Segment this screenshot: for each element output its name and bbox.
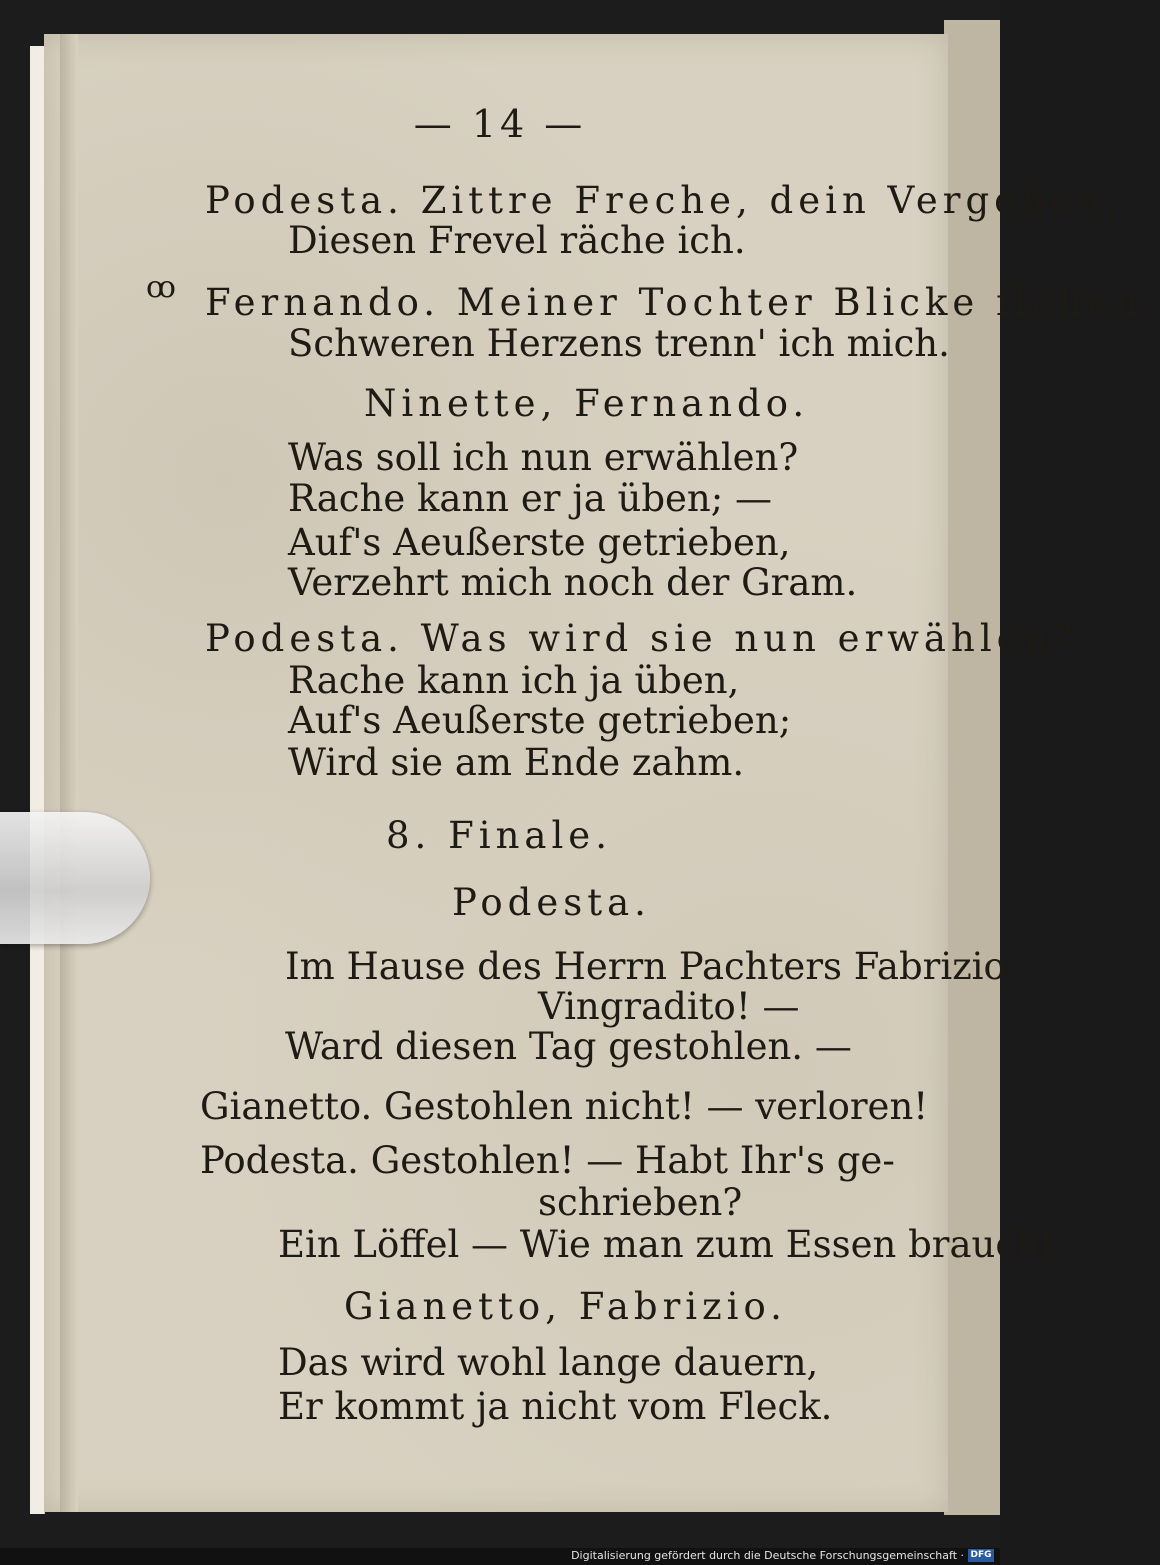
- text-line: Ein Löffel — Wie man zum Essen braucht.: [278, 1223, 1067, 1266]
- page-number: — 14 —: [413, 102, 587, 146]
- text-line: Gianetto. Gestohlen nicht! — verloren!: [200, 1085, 929, 1128]
- text-line: Ninette, Fernando.: [364, 382, 810, 425]
- margin-mark: ꝏ: [146, 270, 176, 305]
- text-line: Rache kann er ja üben; —: [288, 477, 772, 520]
- text-line: Diesen Frevel räche ich.: [288, 219, 746, 262]
- text-line: Verzehrt mich noch der Gram.: [288, 561, 858, 604]
- text-line: Ward diesen Tag gestohlen. —: [285, 1025, 852, 1068]
- page-edge-left: [30, 46, 45, 1514]
- text-line: Podesta. Zittre Freche, dein Vergehen,: [205, 179, 1123, 222]
- page-edge-right: [944, 20, 1000, 1515]
- text-line: Auf's Aeußerste getrieben;: [288, 699, 792, 742]
- text-line: Auf's Aeußerste getrieben,: [288, 521, 791, 564]
- page-gutter-shadow: [60, 34, 78, 1512]
- speaker-heading: Gianetto, Fabrizio.: [344, 1285, 787, 1328]
- text-line: Podesta. Was wird sie nun erwählen?: [205, 617, 1078, 660]
- speaker-heading: Podesta.: [452, 881, 651, 924]
- text-line: schrieben?: [538, 1181, 743, 1224]
- dfg-logo: DFG: [968, 1549, 994, 1562]
- text-line: Podesta. Gestohlen! — Habt Ihr's ge-: [200, 1139, 895, 1182]
- text-line: Er kommt ja nicht vom Fleck.: [278, 1385, 833, 1428]
- page-clip: [0, 812, 150, 944]
- text-line: Was soll ich nun erwählen?: [288, 436, 799, 479]
- text-line: Schweren Herzens trenn' ich mich.: [288, 322, 950, 365]
- text-line: Wird sie am Ende zahm.: [288, 741, 745, 784]
- text-line: Im Hause des Herrn Pachters Fabrizio: [285, 945, 1006, 988]
- text-line: Das wird wohl lange dauern,: [278, 1341, 819, 1384]
- footer-credit: Digitalisierung gefördert durch die Deutsche Forschungsgemeinschaft ·: [571, 1549, 964, 1562]
- section-heading: 8. Finale.: [386, 814, 612, 857]
- text-line: Vingradito! —: [538, 985, 800, 1028]
- text-line: Fernando. Meiner Tochter Blicke flehen,: [205, 281, 1160, 324]
- text-line: Rache kann ich ja üben,: [288, 659, 740, 702]
